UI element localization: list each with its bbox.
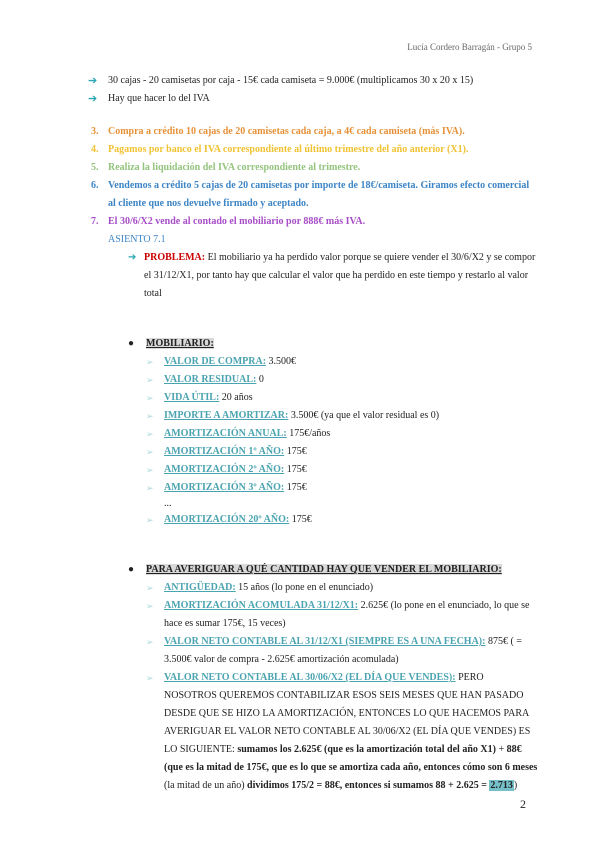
item-value: 175€/años xyxy=(286,428,331,439)
item-value: 3.500€ xyxy=(266,356,297,367)
data-item xyxy=(146,353,538,371)
item-label: VALOR RESIDUAL: xyxy=(164,374,257,385)
data-item xyxy=(146,597,538,633)
item-value: 175€ xyxy=(284,482,307,493)
data-item xyxy=(146,443,538,461)
intro-line xyxy=(88,90,538,108)
list-item xyxy=(88,213,538,231)
item-label: AMORTIZACIÓN 2º AÑO: xyxy=(164,464,285,475)
item-text: El 30/6/X2 vende al contado el mobiliario por 888€ más IVA. xyxy=(108,216,366,227)
item-label: AMORTIZACIÓN ANUAL: xyxy=(164,428,287,439)
data-item xyxy=(146,511,538,529)
list-item xyxy=(88,123,538,141)
page-header: Lucía Cordero Barragán - Grupo 5 xyxy=(407,42,532,52)
item-value: 2.625€ (lo pone en el enunciado, lo que se hace es sumar 175€, 15 veces) xyxy=(164,600,530,629)
item-text: PERO NOSOTROS QUEREMOS CONTABILIZAR ESOS SEIS MESES QUE HAN PASADO DESDE QUE SE HIZO LA AMORTIZACIÓN, ENTONCES LO QUE HACEMOS PARA AVERIGUAR EL VALOR NETO CONTABLE AL 30/06/X2 (EL DÍA QUE VENDES) ES LO SIGUIENTE: xyxy=(164,672,531,755)
problem-text: El mobiliario ya ha perdido valor porque se quiere vender el 30/6/X2 y se compor el 31/12/X1, por tanto hay que calcular el valor que ha perdido en este tiempo y restarlo al valor total xyxy=(144,252,536,299)
item-number: 4. xyxy=(91,144,99,155)
item-value: 0 xyxy=(256,374,264,385)
item-text: + xyxy=(495,744,507,755)
item-text: Realiza la liquidación del IVA correspondiente al trimestre. xyxy=(108,162,361,173)
item-label: VALOR DE COMPRA: xyxy=(164,356,267,367)
intro-line xyxy=(88,72,538,90)
list-item xyxy=(88,159,538,177)
data-item xyxy=(146,633,538,669)
item-text: Pagamos por banco el IVA correspondiente al último trimestre del año anterior (X1). xyxy=(108,144,469,155)
arrow-right-icon: ➔ xyxy=(88,93,98,105)
intro-text: 30 cajas - 20 camisetas por caja - 15€ cada camiseta = 9.000€ (multiplicamos 30 x 20 x 15) xyxy=(108,75,474,86)
item-value: 175€ xyxy=(284,464,307,475)
arrow-right-icon: ➔ xyxy=(128,252,137,263)
arrowhead-icon: ➢ xyxy=(146,583,154,593)
item-text: ) xyxy=(513,780,518,791)
numbered-list xyxy=(88,123,538,231)
item-label: VIDA ÚTIL: xyxy=(164,392,220,403)
data-item xyxy=(146,461,538,479)
arrowhead-icon: ➢ xyxy=(146,673,154,683)
intro-text: Hay que hacer lo del IVA xyxy=(108,93,210,104)
mobiliario-section xyxy=(128,335,538,353)
list-item xyxy=(88,177,538,213)
asiento-heading: ASIENTO 7.1 xyxy=(108,234,166,245)
item-label: AMORTIZACIÓN 3º AÑO: xyxy=(164,482,285,493)
item-text: Vendemos a crédito 5 cajas de 20 camisetas por importe de 18€/camiseta. Giramos efecto comercial al cliente que nos devuelve firmado y aceptado. xyxy=(108,180,530,209)
bullet-icon: ● xyxy=(128,338,135,349)
item-label: IMPORTE A AMORTIZAR: xyxy=(164,410,289,421)
arrowhead-icon: ➢ xyxy=(146,375,154,385)
item-number: 3. xyxy=(91,126,99,137)
list-item xyxy=(88,141,538,159)
arrowhead-icon: ➢ xyxy=(146,393,154,403)
item-value: 20 años xyxy=(219,392,253,403)
item-text: Compra a crédito 10 cajas de 20 camisetas cada caja, a 4€ cada camiseta (más IVA). xyxy=(108,126,465,137)
arrowhead-icon: ➢ xyxy=(146,515,154,525)
item-number: 5. xyxy=(91,162,99,173)
arrowhead-icon: ➢ xyxy=(146,357,154,367)
item-label: AMORTIZACIÓN 20º AÑO: xyxy=(164,514,290,525)
section-title: MOBILIARIO: xyxy=(146,338,214,349)
item-number: 6. xyxy=(91,180,99,191)
arrow-right-icon: ➔ xyxy=(88,75,98,87)
bullet-icon: ● xyxy=(128,564,135,575)
problem-label: PROBLEMA: xyxy=(144,252,206,263)
data-item xyxy=(146,579,538,597)
item-label: AMORTIZACIÓN ACOMULADA 31/12/X1: xyxy=(164,600,359,611)
spacer xyxy=(88,529,538,547)
data-item xyxy=(146,425,538,443)
data-item xyxy=(146,407,538,425)
arrowhead-icon: ➢ xyxy=(146,411,154,421)
data-item xyxy=(146,669,538,795)
arrowhead-icon: ➢ xyxy=(146,637,154,647)
data-item xyxy=(146,479,538,497)
item-value: 875€ ( = 3.500€ valor de compra - 2.625€ amortización acomulada) xyxy=(164,636,522,665)
result-highlight: 2.713 xyxy=(490,780,513,791)
document-body xyxy=(88,72,538,795)
item-label: VALOR NETO CONTABLE AL 30/06/X2 (EL DÍA QUE VENDES): xyxy=(164,672,456,683)
item-bold: sumamos los 2.625€ (que es la amortización total del año X1) xyxy=(237,744,496,755)
page-number: 2 xyxy=(520,797,526,811)
spacer xyxy=(88,303,538,321)
data-item xyxy=(146,371,538,389)
item-label: AMORTIZACIÓN 1º AÑO: xyxy=(164,446,285,457)
item-value: 15 años (lo pone en el enunciado) xyxy=(235,582,374,593)
section-title: PARA AVERIGUAR A QUÉ CANTIDAD HAY QUE VENDER EL MOBILIARIO: xyxy=(146,564,502,575)
item-number: 7. xyxy=(91,216,99,227)
item-label: VALOR NETO CONTABLE AL 31/12/X1 (SIEMPRE ES A UNA FECHA): xyxy=(164,636,486,647)
item-bold: dividimos 175/2 = 88€, entonces si sumamos 88 + 2.625 = xyxy=(247,780,490,791)
data-item xyxy=(146,389,538,407)
item-value: 175€ xyxy=(289,514,312,525)
problem-note xyxy=(128,249,538,303)
arrowhead-icon: ➢ xyxy=(146,483,154,493)
arrowhead-icon: ➢ xyxy=(146,447,154,457)
item-label: ANTIGÜEDAD: xyxy=(164,582,236,593)
item-bold: 88€ (que es la mitad de 175€, que es lo que se amortiza cada año, entonces cómo son 6 meses xyxy=(164,744,538,773)
arrowhead-icon: ➢ xyxy=(146,465,154,475)
arrowhead-icon: ➢ xyxy=(146,429,154,439)
item-value: 175€ xyxy=(284,446,307,457)
ellipsis: ... xyxy=(164,498,172,509)
venta-section xyxy=(128,561,538,579)
item-text: (la mitad de un año) xyxy=(164,780,248,791)
arrowhead-icon: ➢ xyxy=(146,601,154,611)
item-value: 3.500€ (ya que el valor residual es 0) xyxy=(288,410,440,421)
